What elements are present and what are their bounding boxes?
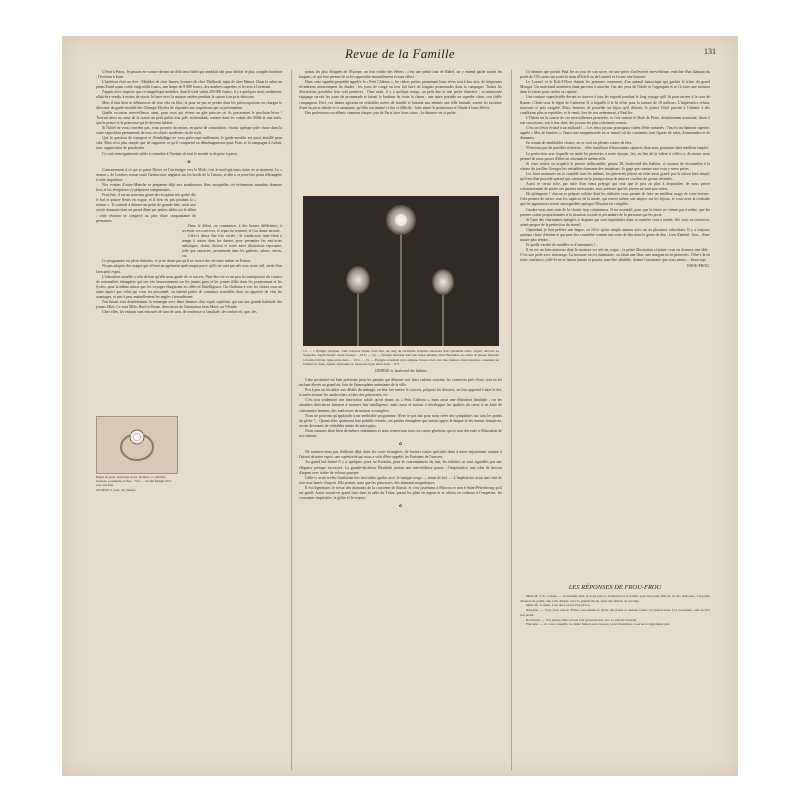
hatpin-icon bbox=[303, 196, 499, 346]
column-3 bbox=[520, 70, 710, 269]
paragraph: C'était à Passy. Je passais en voiture devant un délicieux hôtel qui semblait fait pour abriter le plus complet bonheur ; l'écriteau à louer. bbox=[96, 70, 282, 80]
paragraph: Peut-être, il est un nouveau genre de réception très goûté dès le bal et quinze fleurs en vogue, et il n'en est pas pendant la « season ». Il consiste à donner un point de grande bals, mais une soirée dansante dont on prend dîner par petites tables est le début ; cette réunion se compose au plus d'une cinquantaine de personnes. bbox=[96, 193, 197, 223]
paragraph: Si l'hôtel ne vous convient pas, vous pourrez du moins, en guise de consolation, choisir quelque jolie chose dans la vaste exposition permanente de tous ces objets modernes ou de style. bbox=[96, 126, 282, 136]
paragraph: Ne sommes-nous pas d'ailleurs déjà, dans les cours étrangères, de faveurs toutes spéciales dues à notre enjouement comme à l'attrait de notre esprit, une supériorité qui nous a valu d'être appelés les Parisiens de l'univers. bbox=[299, 450, 502, 460]
paragraph: Nos voisins d'outre-Manche se préparent déjà aux nombreuses fêtes auxquelles cet événement mondain donnera lieu, et les réceptions s'y préparent somptueuses. bbox=[96, 182, 282, 193]
paragraph: Mme M. et Y., Grasse. — Conseillez-moi, je vous prie, la formation et la toilette pour ma jeune fille de 12 ans. Réponse : Un jeune chapeau de paille, une robe simple, avec la grande mode, pour une fillette de son âge. bbox=[520, 594, 710, 603]
paragraph: En tenant de semblables choses, on se croit en pleines contes de fées. bbox=[526, 141, 633, 146]
paragraph: Il est légendaire, le trésor des diamants de la couronne de Russie, et c'est justement à Moscou et non à Saint-Pétersbourg qu'il est gardé. Aussi voyait-on grand luxe dans la salle du Trône, parmi les plats en argent et or offerts en cadeaux à l'empereur, les couronnes impériales, le globe et le sceptre. bbox=[299, 485, 502, 501]
column-1 bbox=[96, 70, 282, 315]
paragraph: Il en est un bien nouveau dont la monture est très en vogue ; la petite illustration ci-jointe vous en donnera une idée : C'est une perle avec entourage. La monture en est charmante, on dirait une fleur, une marguerite en pierreries. Offre-t-la en toute confiance, celle-là ne se fanera jamais et pourra, sans être affaiblie, donner l'assurance que vous aimez.... beaucoup. bbox=[520, 248, 710, 263]
fleuron-ornament: ✿ bbox=[398, 442, 403, 447]
paragraph: Cependant je leur préfère une bague, ou fil-or qu'on simple anneau avec un ou plusieurs cabochons. Il y a toujours quelque chose d'intime et qui peut être considéré comme une sorte de lien dans le genre de don : Lien d'amitié ; lien... d'une nature plus tendre... bbox=[520, 227, 710, 243]
paragraph: Celle-ci avait revêtu l'uniforme des chevaliers-gardes avec le tunique rouge — tenue de bal. — L'impératrice avait une robe de soie rose lamée d'argent. Elle portait, ainsi que les princesses, des diamants magnifiques. bbox=[299, 475, 502, 485]
section-heading: LES RÉPONSES DE FROU-FROU bbox=[568, 584, 662, 591]
ring-caption bbox=[96, 475, 176, 492]
paragraph: Cela-ci devra être très variée ; le conducteur inter-vient à temps à autres dans les danses pour permettre les entr'actes artistiques, chant, diction et toute autre distraction reposante, telle que causeries, promenade dans les galeries, salons, serres, etc. bbox=[182, 233, 282, 259]
column-2 bbox=[299, 70, 502, 116]
paragraph: C'est non seulement une instruction solide qu'on donne au « Petit Château », mais aussi une éducation familiale ; car les aimables directrices tiennent à montrer leur intelligence, mais aussi et surtout à développer les qualités du cœur, à en faire de charmantes femmes, des maîtresses de maison accomplies. bbox=[299, 398, 502, 413]
signature: FROU-FROU. bbox=[687, 263, 710, 268]
paragraph: Ravissant. — Vos jeunes filles auront leur grand plaisir avec la toilette blanche. bbox=[526, 617, 638, 622]
page-number: 131 bbox=[704, 47, 716, 56]
hatpins-credit: GEORGE et, boulevard des Italiens. bbox=[374, 369, 428, 373]
column-2-lower bbox=[299, 378, 502, 512]
paragraph: points les plus éloignés de l'Europe, on leur confie des élèves ; c'est une petite tour de Babel, on y entend parler toutes les langues, ce qui leur permet de se les apprendre mutuellement et sans effort. bbox=[299, 70, 502, 80]
paragraph: Nous ne pouvons qu'applaudir à un semblable programme. N'est-ce pas fait pour nous créer des sympathies sur tous les points du globe ?... Quand elles quitteront leur paisible retraite, ces petites étrangères qui auront appris la langue et les mœurs françaises, seront devenues de véritables amies de notre pays. bbox=[299, 413, 502, 428]
fleuron-ornament: ✿ bbox=[398, 504, 403, 509]
paragraph: Cette proximité est bien précieuse pour les parents qui désirent voir leurs enfants souvent, les conserver près d'eux, tout en les sachant élevés au grand air, loin de l'atmosphère anémiante de la ville. bbox=[299, 378, 502, 388]
paragraph: Fauvette. — Je vous conseille la crème Simon pour la peau, pour l'entretien, vous ne le regretterez pas. bbox=[526, 622, 670, 627]
paragraph: Aussi ce serait folie, par suite d'un vieux préjugé qui veut que le prix au plus à disparaître, de nous priver volontairement de porter ces parures ravissantes, sous prétexte que les pierres ne sont pas vraies. bbox=[520, 182, 710, 192]
paragraph: Le Lazaref et le Koh-I-Noor étaient les premiers ornements d'un animal fantastique qui gardait le trône du grand Mongol. Un marchand arménien étant parvenu à arracher l'un des yeux de l'idole se l'appropria et se fit faire une incision dans la cuisse pour cacher sa capture. bbox=[520, 80, 710, 95]
fleuron-ornament: ✿ bbox=[187, 159, 191, 164]
ring-credit: GEORGE et, boul. des Italiens. bbox=[96, 487, 137, 492]
paragraph: J'appris avec surprise que ce magnifique mobilier, dont le total valait 250 000 francs, il y a quelques mois seulement, allait être vendu, à moins de savoir le louer avec la maison entière pendant la saison à un prix dérisoire. bbox=[96, 90, 282, 100]
paragraph: La perfection avec laquelle on imite les pierreries à notre époque, fait, au lieu de la valeur à celles-ci, du moins nous permet de nous passer d'elles en obtenant le même effet. bbox=[520, 151, 710, 161]
paragraph: Chez elles, les enfants sont entourés de tant de soin, de tendresse si familiale, de confort tel, que, des bbox=[102, 310, 257, 315]
journal-title: Revue de la Famille bbox=[344, 46, 456, 61]
paragraph: Au grand bal donné il y a quelques jours au Kremlin, pour le couronnement du tsar, les toilettes se sont signalées par une élégance presque excessive. La grande-duchesse Élisabeth portait une merveilleuse parure ; l'impératrice, une robe de brocart d'argent avec traîne de velours pourpre. bbox=[299, 460, 502, 475]
column-divider bbox=[291, 70, 292, 770]
paragraph: Dans cette superbe propriété appelée le « Petit Château », les chères petites promenant leurs rêves tout à leur aise, de fréquentes récréations interrompent les études ; les jours de congé on leur fait faire de longues promenades dans la campagne. Toutes les distractions possibles leur sont permises : l'âne avait, il y a quelque temps, un petit âne et une petite charrette ; sa minuscule équipage servait les jours de promenade et faisait le bonheur de toute la classe ; une autre possède un superbe chien, son fidèle compagnon. Bref, ces dames agissent en véritables mères de famille et laissent aux enfants une telle latitude, savent les instruire d'une façon si adroite et si amusante, qu'elles ont amené ce but si difficile : faire aimer le pensionnat et l'étude à leurs élèves. bbox=[299, 80, 502, 110]
ring-illustration bbox=[96, 416, 178, 474]
journal-page bbox=[62, 36, 738, 776]
paragraph: Si vous voulez en acquérir la preuve indiscutable, passez 28, boulevard des Italiens, et assurez de reconnaître à la vitrine du joaillier Georges les véritables diamants des imitations. Je gage que comme moi vous y serez prises. bbox=[520, 161, 710, 171]
paragraph: Mais il faut bien se débarrasser de tout cela en bloc, et pour ne pas se perdre dans les préoccupations on chargea le directeur du garde-meuble des Champs-Elysées de répondre aux acquéreurs qui se présentaient. bbox=[96, 100, 282, 110]
paragraph: Ce dernier que portait Paul Ier au jour de son sacre, est une pièce d'orfèvrerie merveilleuse, enrichie d'un diamant du poids de 195 carats qui porte le nom d'Orloff ou de Lazaref et à toute une histoire. bbox=[520, 70, 710, 80]
paragraph: J'en faisais tout dernièrement la remarque avec deux femmes d'un esprit supérieur qui ont une grande habitude des jeunes filles. Ce sont Miles Bord et Bonte, directrices de l'institution Jean Macé, au Vésinet. bbox=[96, 300, 282, 310]
paragraph: Contrairement à ce qui se passe l'hiver où l'on émigre vers le Midi, c'est le nord qui nous attire en ce moment. La « season » de Londres remue toute l'aristocratie anglaise sur les bords de la Tamise, et elle a ce peut-être point d'étrangère à cette impulsion. bbox=[96, 167, 282, 182]
paragraph: Que la question de transport et d'emballage ne vous préoccupe nullement, le garde-meuble est aussi installé pour cela. Rien n'est plus simple que de rapporter ce qu'il comprend en déménagements pour Paris et la campagne à forfait, avec suppression de pourboires. bbox=[96, 136, 282, 151]
paragraph: L'intérieur était un rêve : Meubles de chez Jansen, bronzes de chez Thiébault, tapis de chez Hamot. Dans le salon un piano Erard ayant coûté vingt mille francs, une harpe de 8 000 francs, des marbres superbes et le reste à l'avenant. bbox=[96, 80, 282, 90]
paragraph: Ce sont renseignements utiles à connaître à l'instant où tout le monde se dispose à partir. bbox=[102, 151, 238, 156]
paragraph: N'envions pas de pareilles richesses... elles inutilisent d'incessantes captures dont nous pourrions faire meilleur emploi. bbox=[526, 146, 709, 151]
paragraph: Les fines montures en or contrôlé sont les mêmes, les pierreries jettent un éclat aussi grand, par la raison bien simple qu'il est d'un procédé spécial qui consiste en la juxtaposition de minces couches de grenat véritable. bbox=[520, 171, 710, 181]
paragraph: Dans le début, on commence, à des heures différentes, à recevoir ces convives, le repas est terminé, et l'on danse ensuite. bbox=[182, 223, 282, 233]
paragraph: Nous sommes donc bien de mêmes sentiments et nous remercions tous ces cœurs généreux qui se sont dévoués à l'éducation de nos enfants. bbox=[299, 428, 502, 439]
paragraph: C'est un trésor évalué à un milliard ! ... Les deux joyaux principaux valent d'être nommés : l'un est un diamant superbe, appelé « Mer de lumière », l'autre une mappemonde en or massif où les continents sont figurés de rubis, d'émeraudes et de diamants. bbox=[520, 126, 710, 141]
hatpins-caption: 13. — « Épingle chapeau, crête renversé brisée fond mat, un rang de véritables brillants entourant d'un splendide rubis, argent, décorée en turquoise, argent massif, dorée étrange ... 18 fr. — 14. — Épingle fantaisie dont une fouise émaillé, brute Bassidon, au centre de plaque fleurette à double brillant, ligne entre deux ... 10 fr. — 15. — Épingle ornement style antique, bronze doré avec des chaînes cristal-lisations, ornement de brillant en chute, saphir, émeraude ou turquoise ligne entre deux ... 8 fr. bbox=[303, 349, 499, 367]
paragraph: Gardez-vous avec soin de la choisir trop volumineux. Il est essentiel, pour que la feinte ne vienne pas à naître, que les parures soient proportionnées à la situation sociale et pécuniaire de la personne qui les porte. bbox=[520, 207, 710, 217]
paragraph: Une couture superficielle devant se trouver à tous les regards pendant le long voyage qu'il fit pour arriver à la cour de Russie. C'était sous le règne de Catherine II, à laquelle il le fit offrir pour la somme de 18 millions. L'impératrice refusa, trouvant ce prix exagéré. Mais, heureux de posséder un bijou qu'il désirait, le prince Orlof parvint à l'obtenir à des conditions plus acceptables, et le remit, lors de son avènement, à Paul Ier. bbox=[520, 95, 710, 115]
paragraph: Et quelle variété de modèles et d'ornements !... bbox=[526, 243, 598, 248]
paragraph: Eh qu'importe ! chacun se prépare toilette dont les réalisées vous permet de faire un meilleur usage de votre fortune. Cela permet de suivre tous les caprices de la mode, qui exerce même son empire sur les bijoux, et vous avez la certitude que les apparences seront sauvegardées puisque l'illusion est complète. bbox=[520, 192, 710, 207]
ring-icon bbox=[97, 417, 177, 473]
paragraph: Mme Th. Lorient, à un des Louvre Frou-Frou. bbox=[526, 603, 591, 608]
page-header bbox=[62, 42, 738, 68]
ring-caption-text: Bague en perle, entourage strass, monture or, véritable, nouveau, jouailleries riches... 70 fr. — Se fait Épingle 50 fr. avec tête fine. bbox=[96, 475, 173, 488]
paragraph: Réponse. — Vous avez raison. Faites vous-même le choix des tissus et donnez toutes vos instructions à la couturière, elle en fera son profit. bbox=[520, 608, 710, 617]
paragraph: Ne pas adopter des usages qui offrent un agrément quelconque parce qu'ils ne sont pas nés sous notre ciel, serait d'un bien petit esprit. bbox=[96, 264, 282, 274]
paragraph: Ce programme est plein d'attraits, et je ne doute pas qu'il ne trouve des fervents même en France. bbox=[102, 259, 252, 264]
paragraph: Peu à peu on les initie aux détails du ménage, on leur fait mettre le couvert, préparer les desserts, on leur apprend à faire le thé, à confectionner les sandwiches, à faire des pâtisseries, etc. bbox=[299, 388, 502, 398]
paragraph: Si l'une des charmantes épingles à chapeau qui sont reproduites dans ce numéro vous a tentée, elle vous en trouverez, avant-propos de la perfection du travail. bbox=[520, 217, 710, 227]
answers-body bbox=[520, 594, 710, 627]
hatpins-photograph bbox=[303, 196, 499, 346]
column-divider bbox=[511, 70, 512, 770]
paragraph: Des professeurs excellents viennent chaque jour de Paris faire leurs cours ; la distance est si petite. bbox=[305, 110, 457, 115]
paragraph: L'Orient est la source de ces merveilleuses pierreries, et c'est surtout le Shah de Perse, dernièrement assassiné, laisse à son successeur, soit à leur chef, des joyaux les plus richement connus. bbox=[520, 115, 710, 125]
paragraph: L'éducation actuelle a cela de bon qu'elle nous garde de ce travers. Peut-être est-ce un peu la conséquence du contact de nationalités étrangères qui ont très heureusement sur les jeunes gens et les jeunes filles dans les pensionnats et les lycées, pour la même raison que les voyages élargissent les idées et l'intelligence. On s'habitue à voir les choses sous un autre aspect que celui qui vous est personnel, on entend parler de coutumes nouvelles dont on apprécie de visu les avantages, et peu à peu, mutuellement les angles s'arrondissent. bbox=[96, 274, 282, 300]
paragraph: Quelle occasion merveilleuse, ainsi, pour ceux qui rêvent un gîte princier où ils passeraient le prochain hiver ! Trouver ainsi au cœur de la saison un petit palais tout prêt, m'attendant, comme dans les contes des Mille et une nuits, que le prince et la princesse qui le devront habiter. bbox=[96, 110, 282, 125]
